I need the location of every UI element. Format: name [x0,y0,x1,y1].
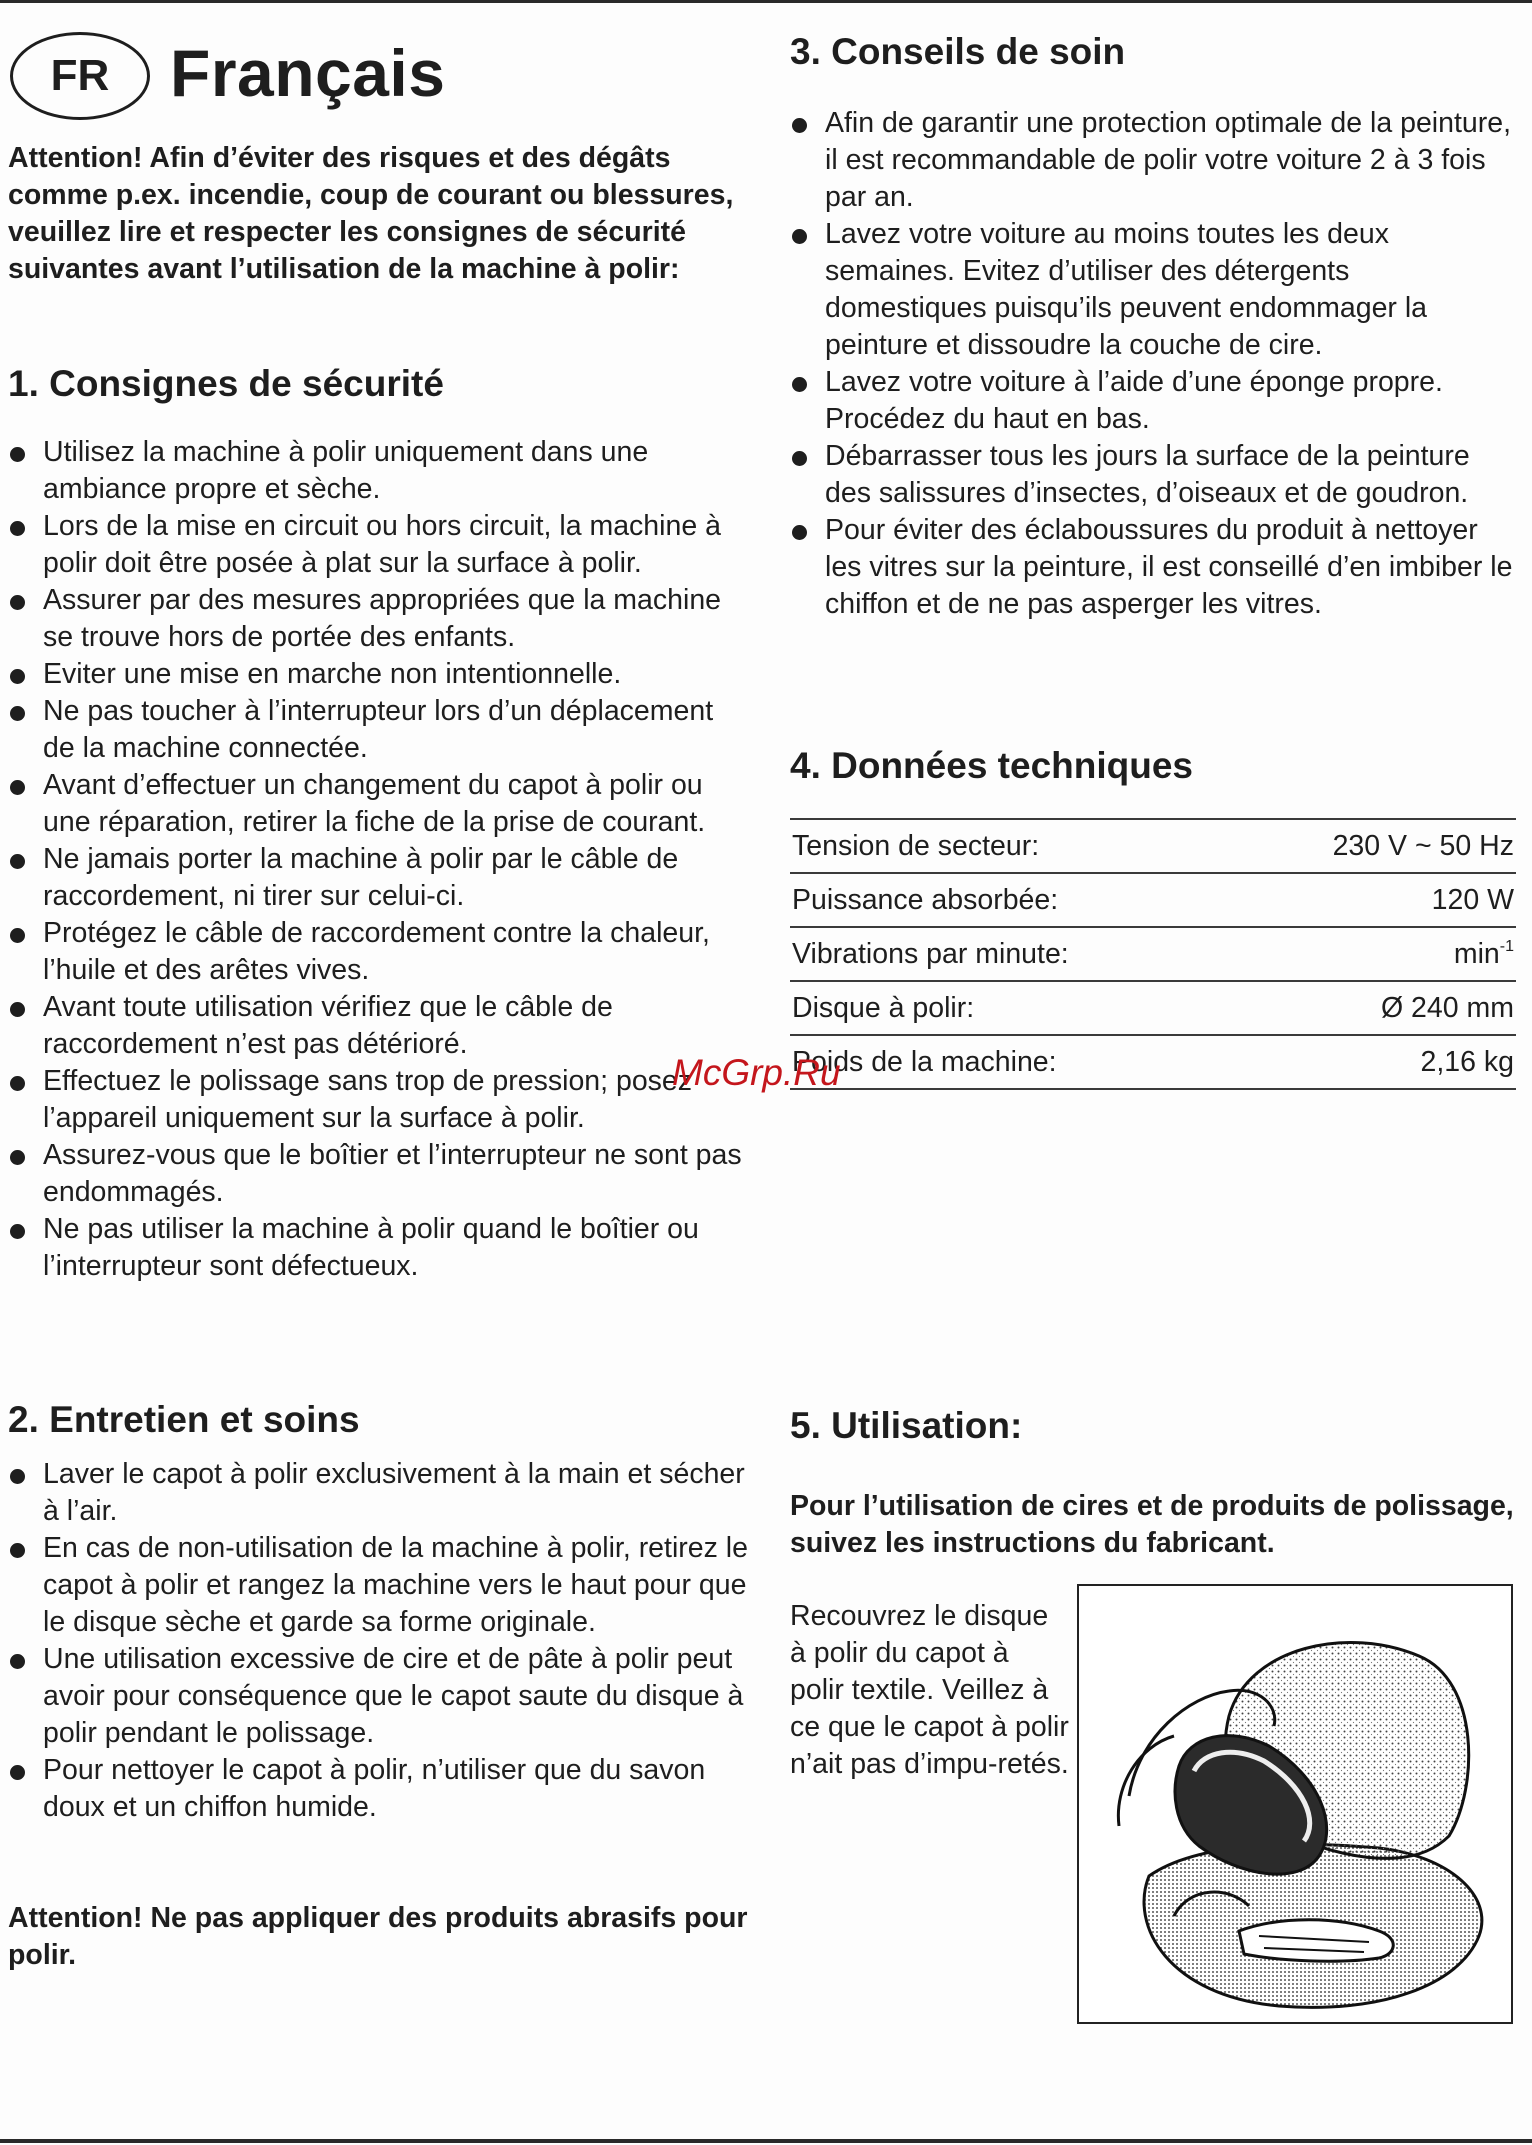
spec-label: Vibrations par minute: [790,927,1227,981]
bottom-rule [0,2139,1532,2143]
list-item: Lors de la mise en circuit ou hors circuit, la machine à polir doit être posée à plat sur la surface à polir. [8,508,748,582]
list-item: Laver le capot à polir exclusivement à la main et sécher à l’air. [8,1456,748,1530]
spec-label: Tension de secteur: [790,819,1227,873]
list-item: Assurez-vous que le boîtier et l’interrupteur ne sont pas endommagés. [8,1137,748,1211]
list-item: Débarrasser tous les jours la surface de la peinture des salissures d’insectes, d’oiseaux et de goudron. [790,438,1516,512]
list-item: Afin de garantir une protection optimale de la peinture, il est recommandable de polir votre voiture 2 à 3 fois par an. [790,105,1516,216]
table-row [790,873,1516,927]
usage-text: Recouvrez le disque à polir du capot à polir textile. Veillez à ce que le capot à polir n’ait pas d’impu-retés. [790,1600,1069,1780]
care-tips-list [790,105,1516,623]
spec-value [1227,1035,1516,1089]
section3-title: 3. Conseils de soin [790,31,1126,72]
section2-title: 2. Entretien et soins [8,1399,360,1440]
intro-warning: Attention! Afin d’éviter des risques et des dégâts comme p.ex. incendie, coup de courant ou blessures, veuillez lire et respecter les consignes de sécurité suivantes avant l’utilisation de la machine à polir: [8,142,734,285]
spec-label: Disque à polir: [790,981,1227,1035]
usage-instructions: Pour l’utilisation de cires et de produits de polissage, suivez les instructions du fabricant. [790,1490,1514,1559]
section5-title: 5. Utilisation: [790,1405,1023,1446]
safety-list [8,434,748,1285]
technical-data-table [790,818,1516,1090]
list-item: Utilisez la machine à polir uniquement dans une ambiance propre et sèche. [8,434,748,508]
table-row [790,819,1516,873]
maintenance-list [8,1456,748,1826]
list-item: Protégez le câble de raccordement contre la chaleur, l’huile et des arêtes vives. [8,915,748,989]
list-item: Effectuez le polissage sans trop de pression; posez l’appareil uniquement sur la surface à polir. [8,1063,748,1137]
list-item: Eviter une mise en marche non intentionnelle. [8,656,748,693]
spec-value-text: min [1453,937,1500,970]
list-item: Avant toute utilisation vérifiez que le câble de raccordement n’est pas détérioré. [8,989,748,1063]
section1-title: 1. Consignes de sécurité [8,363,444,404]
language-badge: FR [10,32,150,120]
list-item: Ne pas utiliser la machine à polir quand le boîtier ou l’interrupteur sont défectueux. [8,1211,748,1285]
polishing-illustration [1077,1584,1513,2024]
spec-label: Poids de la machine: [790,1035,1227,1089]
polisher-drawing-icon [1079,1586,1511,2022]
spec-value-text: 2,16 kg [1420,1045,1514,1078]
list-item: Assurer par des mesures appropriées que la machine se trouve hors de portée des enfants. [8,582,748,656]
list-item: Lavez votre voiture à l’aide d’une éponge propre. Procédez du haut en bas. [790,364,1516,438]
spec-value [1227,819,1516,873]
spec-value-text: 230 V ~ 50 Hz [1332,829,1514,862]
top-rule [0,0,1532,3]
list-item: Pour nettoyer le capot à polir, n’utiliser que du savon doux et un chiffon humide. [8,1752,748,1826]
page-title: Français [170,36,446,110]
spec-value [1227,927,1516,981]
list-item: Avant d’effectuer un changement du capot à polir ou une réparation, retirer la fiche de la prise de courant. [8,767,748,841]
section4-title: 4. Données techniques [790,745,1193,786]
spec-value-exponent: -1 [1499,937,1514,955]
spec-value-text: 120 W [1431,883,1514,916]
spec-value [1227,873,1516,927]
table-row [790,1035,1516,1089]
list-item: Lavez votre voiture au moins toutes les deux semaines. Evitez d’utiliser des détergents domestiques puisqu’ils peuvent endommager la peinture et dissoudre la couche de cire. [790,216,1516,364]
list-item: Pour éviter des éclaboussures du produit à nettoyer les vitres sur la peinture, il est conseillé d’en imbiber le chiffon et de ne pas asperger les vitres. [790,512,1516,623]
list-item: Ne pas toucher à l’interrupteur lors d’un déplacement de la machine connectée. [8,693,748,767]
spec-value-text: Ø 240 mm [1380,991,1514,1024]
list-item: Ne jamais porter la machine à polir par le câble de raccordement, ni tirer sur celui-ci. [8,841,748,915]
spec-label: Puissance absorbée: [790,873,1227,927]
list-item: Une utilisation excessive de cire et de pâte à polir peut avoir pour conséquence que le capot saute du disque à polir pendant le polissage. [8,1641,748,1752]
spec-value [1227,981,1516,1035]
abrasive-warning: Attention! Ne pas appliquer des produits abrasifs pour polir. [8,1902,748,1971]
table-row [790,981,1516,1035]
list-item: En cas de non-utilisation de la machine à polir, retirez le capot à polir et rangez la machine vers le haut pour que le disque sèche et garde sa forme originale. [8,1530,748,1641]
watermark: McGrp.Ru [672,1052,841,1093]
table-row [790,927,1516,981]
